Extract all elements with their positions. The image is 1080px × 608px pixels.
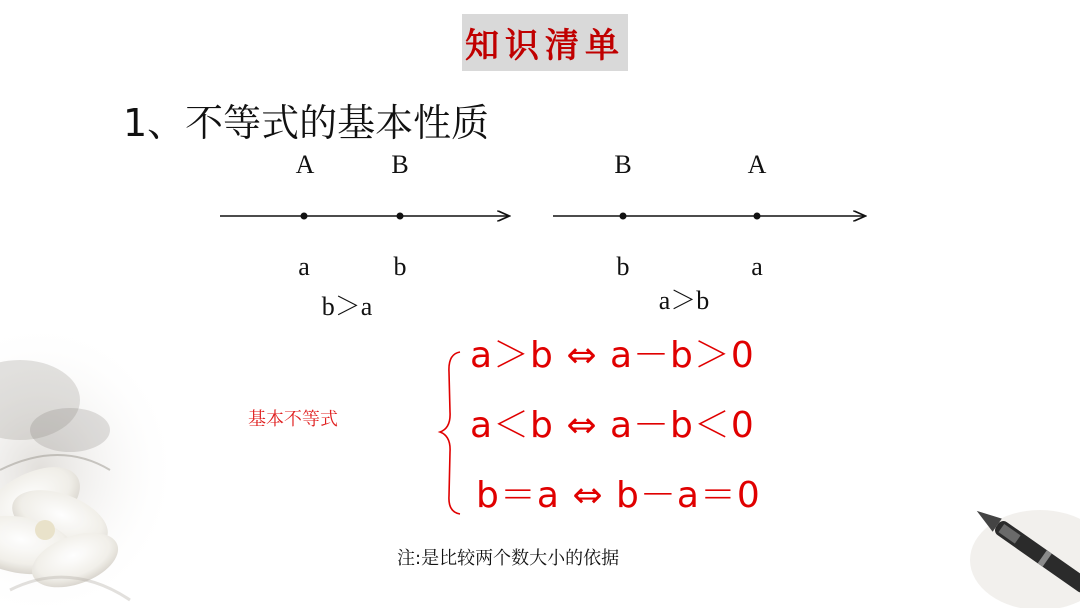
- number-line-1-bottom-label-b: b: [393, 252, 407, 281]
- section-heading: 1、不等式的基本性质: [123, 101, 490, 145]
- footnote: 注:是比较两个数大小的依据: [397, 548, 620, 569]
- number-line-1-relation: b＞a: [321, 292, 373, 321]
- number-line-1-point-b: [397, 213, 404, 220]
- number-line-1-point-a: [301, 213, 308, 220]
- number-line-2-point-a: [754, 213, 761, 220]
- number-line-2-bottom-label-b: b: [616, 252, 630, 281]
- equivalence-greater: a＞b ⇔ a－b＞0: [470, 335, 755, 376]
- slide-title: 知识清单: [465, 26, 625, 66]
- curly-brace: [440, 352, 460, 514]
- number-line-2-bottom-label-a: a: [751, 252, 763, 281]
- number-line-1-bottom-label-a: a: [298, 252, 310, 281]
- equivalence-equal: b＝a ⇔ b－a＝0: [476, 475, 761, 516]
- number-line-2-relation: a＞b: [658, 286, 710, 315]
- number-line-2-point-b: [620, 213, 627, 220]
- number-line-2-top-label-b: B: [614, 150, 632, 179]
- equivalence-less: a＜b ⇔ a－b＜0: [470, 405, 755, 446]
- number-line-1-top-label-b: B: [391, 150, 409, 179]
- number-line-1-top-label-a: A: [295, 150, 315, 179]
- basic-inequality-label: 基本不等式: [248, 409, 338, 430]
- number-line-2-top-label-a: A: [747, 150, 767, 179]
